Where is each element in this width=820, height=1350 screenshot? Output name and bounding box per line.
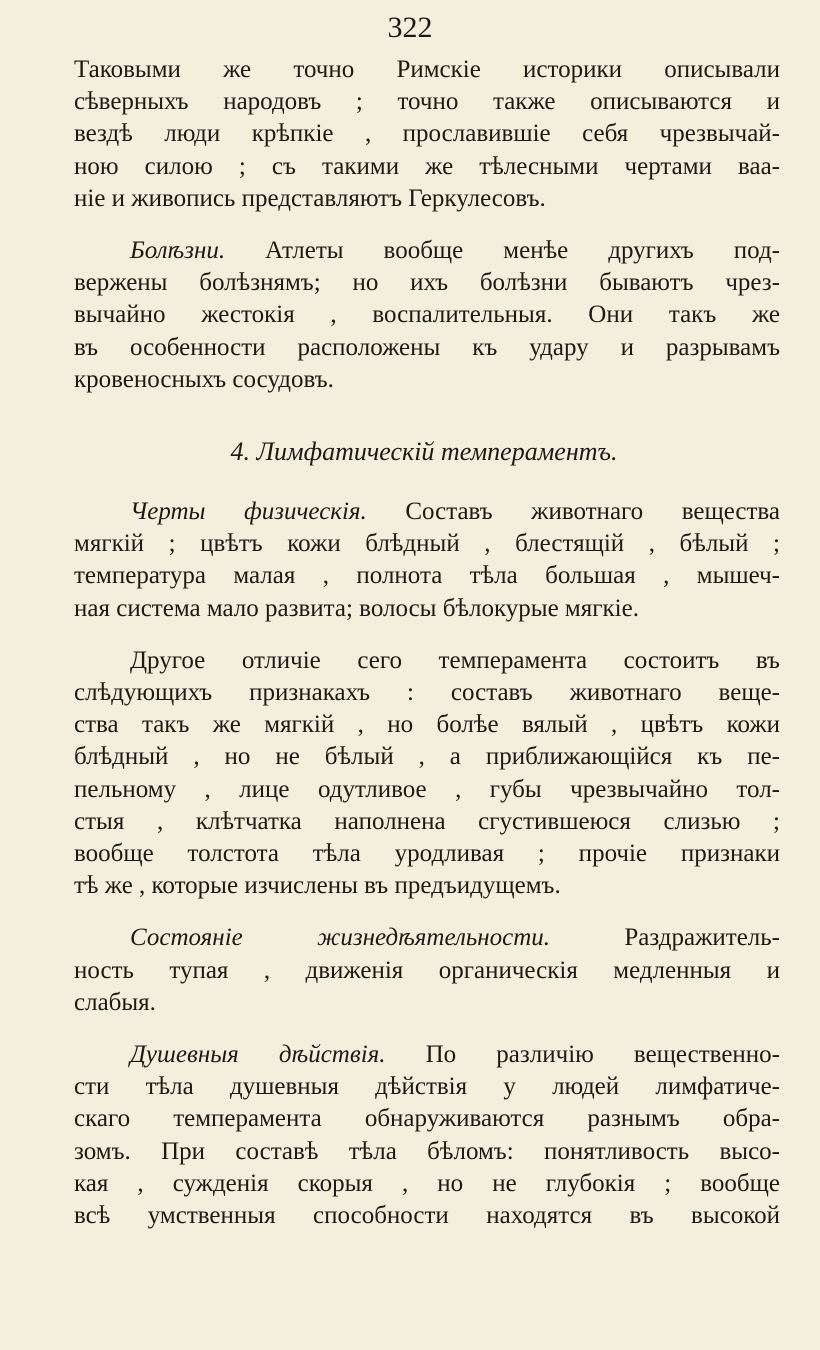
text-line: тѣ же , которые изчислены въ предъидущемъ. [74,872,561,900]
paragraph-vitality [74,922,780,1019]
section-heading: 4. Лимфатическій темпераментъ. [230,437,618,467]
text-line: вычайно жестокія , воспалительныя. Они такъ же [74,301,780,329]
text-line: Черты физическія. Составъ животнаго вещества [130,498,781,526]
paragraph-roman-historians [74,54,780,215]
text-line: блѣдный , но не бѣлый , а приближающійся къ пе- [74,743,780,771]
text-line: температура малая , полнота тѣла большая , мышеч- [74,562,780,590]
paragraph-other-distinction [74,645,780,903]
text-line: ніе и живопись представляютъ Геркулесовъ. [74,184,546,212]
section-label-mental-actions: Душевныя дѣйствія. [130,1041,386,1069]
text-line: слѣдующихъ признакахъ : составъ животнаго веще- [74,679,780,707]
page-number: 322 [387,11,433,44]
text-line: Другое отличіе сего темперамента состоитъ въ [130,646,780,674]
text-line: скаго темперамента обнаруживаются разнымъ обра- [74,1105,780,1133]
text-line: Состояніе жизнедѣятельности. Раздражитель- [130,924,780,952]
text-line: въ особенности расположены къ удару и разрывамъ [74,333,780,361]
paragraph-physical-traits [74,496,780,625]
text-line: зомъ. При составѣ тѣла бѣломъ: понятливость высо- [74,1137,780,1165]
text-line: вержены болѣзнямъ; но ихъ болѣзни бываютъ чрез- [74,269,780,297]
text-line: ность тупая , движенія органическія медленныя и [74,956,780,984]
text-line: стыя , клѣтчатка наполнена сгустившеюся слизью ; [74,807,780,835]
text-line: сти тѣла душевныя дѣйствія у людей лимфатиче- [74,1073,780,1101]
section-label-diseases: Болѣзни. [130,237,226,265]
section-label-physical-traits: Черты физическія. [130,498,367,526]
text-line: мягкій ; цвѣтъ кожи блѣдный , блестящій , бѣлый ; [74,530,780,558]
text-line: кая , сужденія скорыя , но не глубокія ; вообще [74,1169,780,1197]
text-line: кровеносныхъ сосудовъ. [74,365,334,393]
paragraph-mental-actions [74,1039,780,1232]
section-label-vitality: Состояніе жизнедѣятельности. [130,924,551,952]
text-line: ная система мало развита; волосы бѣлокурые мягкіе. [74,594,639,622]
text-line: вообще толстота тѣла уродливая ; прочіе признаки [74,840,780,868]
text-line: Болѣзни. Атлеты вообще менѣе другихъ под- [130,237,780,265]
text-line: всѣ умственныя способности находятся въ высокой [74,1202,780,1230]
text-line: вездѣ люди крѣпкіе , прославившіе себя чрезвычай- [74,120,780,148]
text-line: пельному , лице одутливое , губы чрезвычайно тол- [74,775,780,803]
text-line: слабыя. [74,988,156,1016]
text-line: Таковыми же точно Римскіе историки описывали [74,56,780,83]
text-line: Душевныя дѣйствія. По различію вещественно- [130,1041,780,1069]
text-line: сѣверныхъ народовъ ; точно также описываются и [74,88,780,116]
text-line: ною силою ; съ такими же тѣлесными чертами ваа- [74,152,780,180]
paragraph-diseases [74,235,780,396]
text-line: ства такъ же мягкій , но болѣе вялый , цвѣтъ кожи [74,711,780,739]
